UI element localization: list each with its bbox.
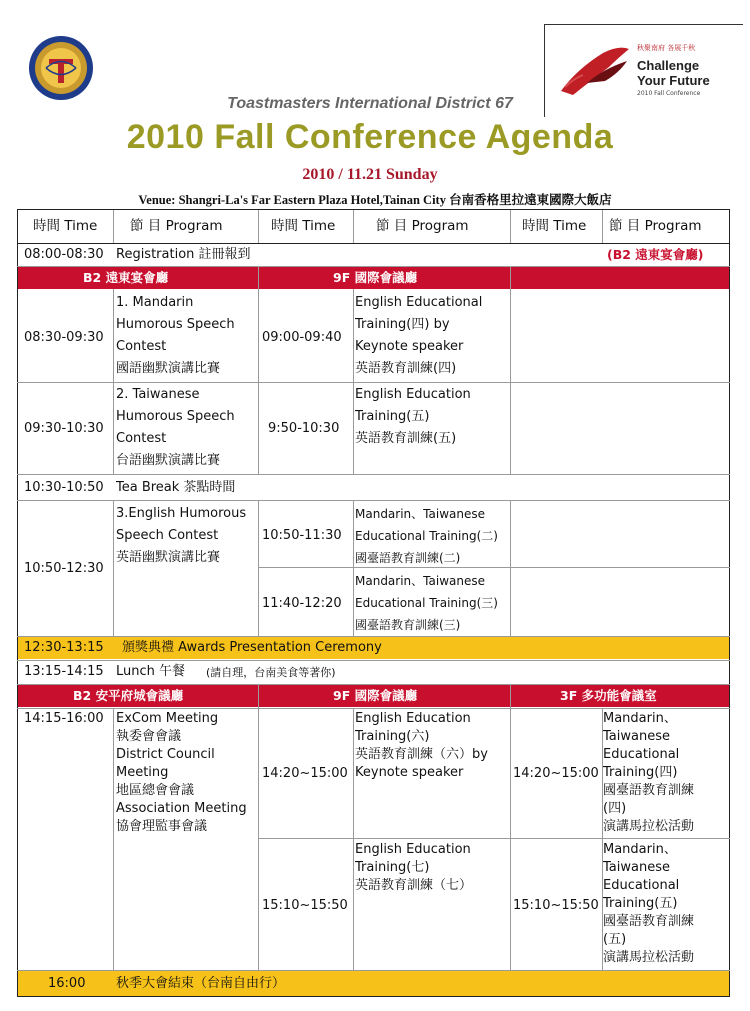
badge-title-line1: Challenge [637, 58, 700, 73]
session-4-program: ExCom Meeting 執委會會議 District Council Meeting 地區總會會議 Association Meeting 協會理監事會議 [116, 711, 247, 834]
session-4-time: 14:15-16:00 [24, 711, 104, 726]
tea-break-time: 10:30-10:50 [24, 480, 104, 495]
venue-9f-international-2: 9F 國際會議廳 [333, 688, 418, 703]
session-3-program: 3.English Humorous Speech Contest 英語幽默演講比賽 [116, 506, 247, 565]
session-1-time: 08:30-09:30 [24, 330, 104, 345]
badge-chinese-slogan: 秋聚南府 各展千秋 [637, 44, 696, 52]
closing-time: 16:00 [48, 976, 86, 991]
session-2b-time: 9:50-10:30 [268, 421, 340, 436]
registration-time: 08:00-08:30 [24, 247, 104, 262]
badge-title-line2: Your Future [637, 73, 710, 88]
session-1-program: 1. Mandarin Humorous Speech Contest 國語幽默演講比賽 [116, 295, 235, 376]
session-1b-time: 09:00-09:40 [262, 330, 342, 345]
organization-name: Toastmasters International District 67 [227, 95, 513, 112]
brush-stroke-icon [557, 39, 633, 99]
session-4c-time: 14:20~15:00 [513, 766, 599, 781]
venue-3f-multifunction: 3F 多功能會議室 [560, 688, 657, 703]
session-4d-program: English Education Training(七) 英語教育訓練（七） [355, 842, 473, 893]
session-4c-program: Mandarin、 Taiwanese Educational Training(四) 國臺語教育訓練 (四) 演講馬拉松活動 [603, 711, 695, 834]
session-3a-time: 10:50-11:30 [262, 528, 342, 543]
column-header-program-1: 節 目 Program [130, 218, 223, 234]
venue-b2-far-eastern: B2 遠東宴會廳 [83, 270, 169, 285]
venue-b2-anping: B2 安平府城會議廳 [73, 688, 184, 703]
session-2b-program: English Education Training(五) 英語教育訓練(五) [355, 387, 471, 446]
toastmasters-logo-icon [28, 35, 94, 101]
session-1b-program: English Educational Training(四) by Keynote speaker 英語教育訓練(四) [355, 295, 483, 376]
session-3-time: 10:50-12:30 [24, 561, 104, 576]
awards-text: 頒獎典禮 Awards Presentation Ceremony [122, 640, 382, 655]
column-header-time-2: 時間 Time [271, 218, 336, 234]
registration-text: Registration 註冊報到 [116, 247, 251, 262]
session-4e-program: Mandarin、 Taiwanese Educational Training(五) 國臺語教育訓練 (五) 演講馬拉松活動 [603, 842, 695, 965]
conference-date: 2010 / 11.21 Sunday [302, 166, 438, 183]
session-2-time: 09:30-10:30 [24, 421, 104, 436]
column-header-time-3: 時間 Time [522, 218, 587, 234]
lunch-note: (請自理，台南美食等著你) [206, 666, 336, 679]
awards-time: 12:30-13:15 [24, 640, 104, 655]
venue-line: Venue: Shangri-La's Far Eastern Plaza Hotel,Tainan City 台南香格里拉遠東國際大飯店 [138, 193, 612, 207]
badge-subtitle: 2010 Fall Conference [637, 90, 701, 97]
session-4b-time: 14:20~15:00 [262, 766, 348, 781]
column-header-program-2: 節 目 Program [376, 218, 469, 234]
session-3a-program: Mandarin、Taiwanese Educational Training(二) 國臺語教育訓練(二) [355, 507, 498, 565]
tea-break-text: Tea Break 茶點時間 [116, 480, 236, 495]
venue-9f-international: 9F 國際會議廳 [333, 270, 418, 285]
page-title: 2010 Fall Conference Agenda [126, 118, 614, 156]
closing-text: 秋季大會結束（台南自由行） [116, 976, 286, 991]
session-2-program: 2. Taiwanese Humorous Speech Contest 台語幽默演講比賽 [116, 387, 235, 468]
session-4e-time: 15:10~15:50 [513, 898, 599, 913]
lunch-text: Lunch 午餐 [116, 664, 186, 679]
session-3b-program: Mandarin、Taiwanese Educational Training(三) 國臺語教育訓練(三) [355, 574, 498, 632]
lunch-time: 13:15-14:15 [24, 664, 104, 679]
session-3b-time: 11:40-12:20 [262, 596, 342, 611]
session-4d-time: 15:10~15:50 [262, 898, 348, 913]
column-header-program-3: 節 目 Program [609, 218, 702, 234]
session-4b-program: English Education Training(六) 英語教育訓練（六）by Keynote speaker [355, 711, 488, 780]
column-header-time-1: 時間 Time [33, 218, 98, 234]
registration-venue: (B2 遠東宴會廳) [607, 247, 704, 262]
